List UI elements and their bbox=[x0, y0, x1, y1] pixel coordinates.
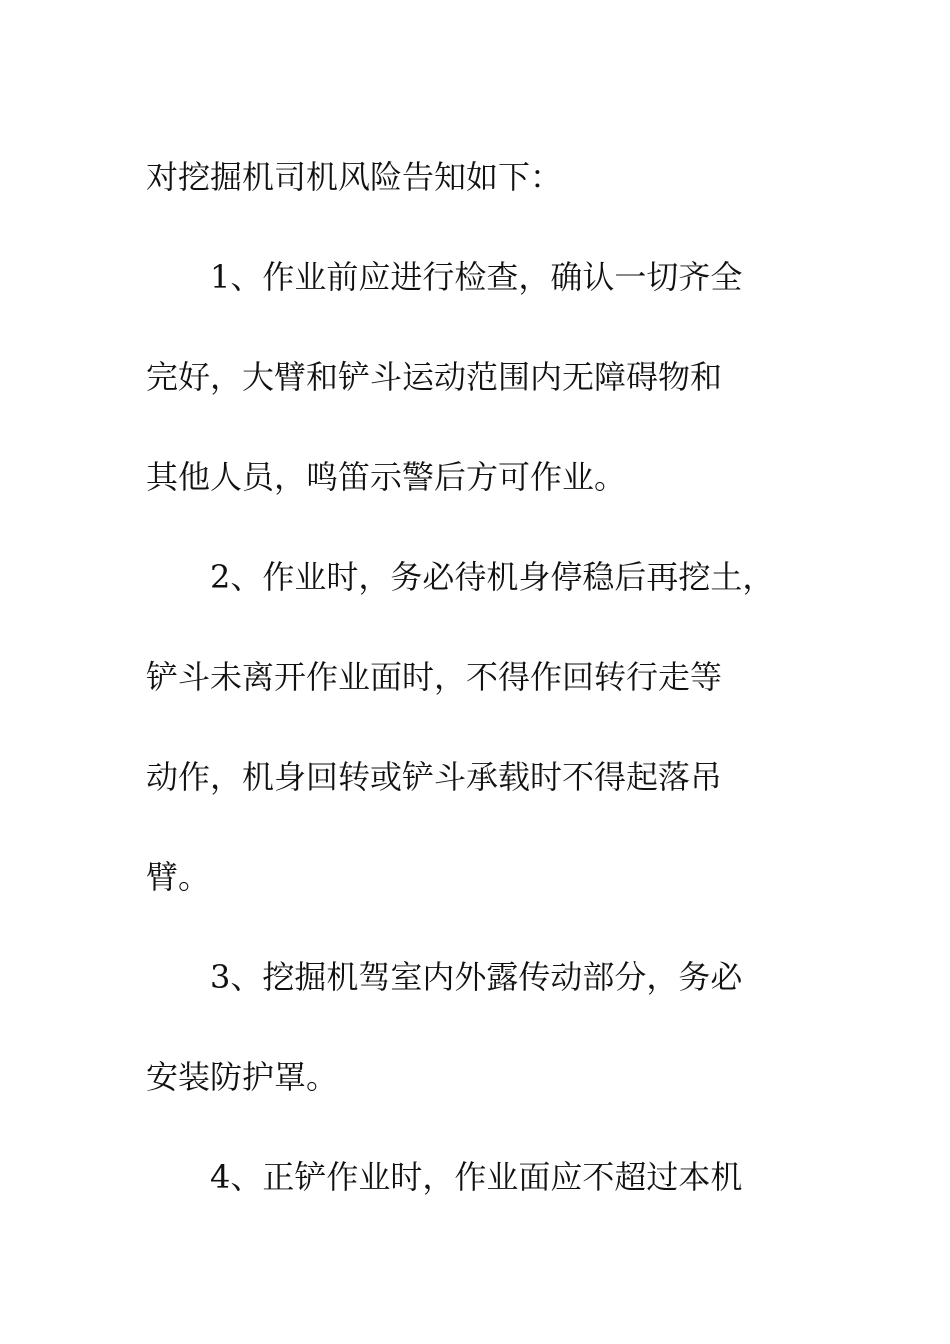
item-3-line-2: 安装防护罩。 bbox=[146, 1058, 339, 1096]
item-1-line-3: 其他人员，鸣笛示警后方可作业。 bbox=[146, 458, 627, 496]
item-3-line-1: 3、挖掘机驾室内外露传动部分，务必 bbox=[210, 958, 743, 996]
item-2-line-4: 臂。 bbox=[146, 858, 211, 896]
intro-line: 对挖掘机司机风险告知如下： bbox=[146, 158, 563, 196]
item-2-line-2: 铲斗未离开作业面时，不得作回转行走等 bbox=[146, 658, 723, 696]
item-4-line-1: 4、正铲作业时，作业面应不超过本机 bbox=[210, 1158, 743, 1196]
document-body bbox=[146, 127, 826, 1227]
item-1-line-1: 1、作业前应进行检查，确认一切齐全 bbox=[210, 258, 743, 296]
item-2-line-3: 动作，机身回转或铲斗承载时不得起落吊 bbox=[146, 758, 723, 796]
item-1-line-2: 完好，大臂和铲斗运动范围内无障碍物和 bbox=[146, 358, 723, 396]
item-2-line-1: 2、作业时，务必待机身停稳后再挖土， bbox=[210, 558, 775, 596]
